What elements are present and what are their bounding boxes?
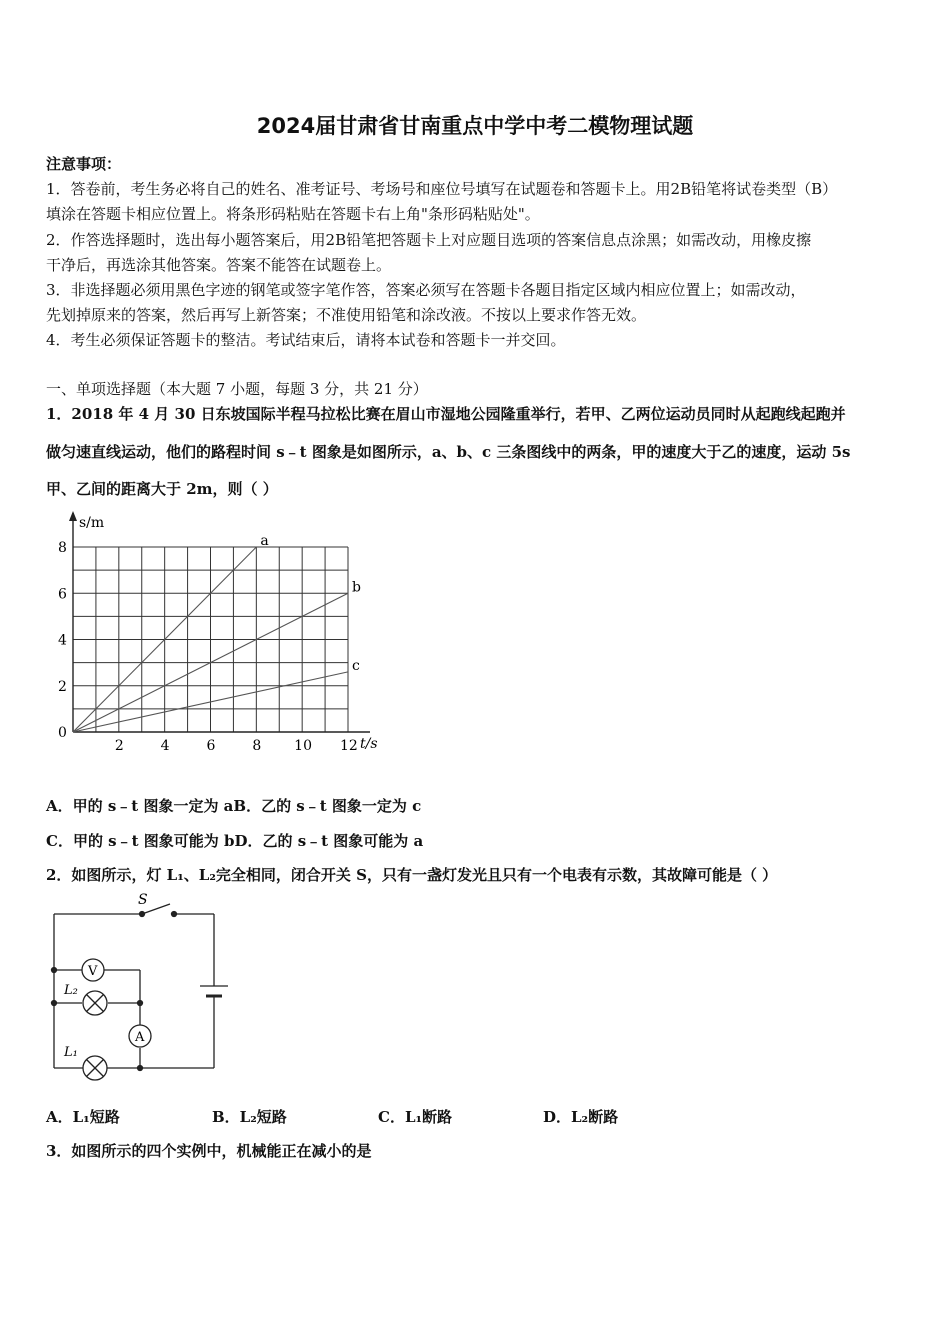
- y-axis-arrow: [69, 511, 77, 521]
- q2-option-d[interactable]: D．L₂断路: [543, 1108, 619, 1126]
- q2-stem: 2．如图所示，灯 L₁、L₂完全相同，闭合开关 S，只有一盏灯发光且只有一个电表有示数，其故障可能是（ ）: [46, 866, 778, 884]
- q1-stem-line: 甲、乙间的距离大于 2m，则（ ）: [46, 480, 278, 498]
- q1-option-line[interactable]: A．甲的 s﹣t 图象一定为 aB．乙的 s﹣t 图象一定为 c: [46, 797, 422, 815]
- switch-label: S: [138, 892, 148, 908]
- q2-option-a[interactable]: A．L₁短路: [46, 1108, 120, 1126]
- notice-line: 干净后，再选涂其他答案。答案不能答在试题卷上。: [46, 256, 392, 274]
- x-axis-label: t/s: [360, 736, 378, 752]
- voltmeter-label: V: [88, 964, 98, 979]
- q3-stem: 3．如图所示的四个实例中，机械能正在减小的是: [46, 1142, 372, 1160]
- x-tick-label: 6: [206, 738, 216, 754]
- notice-line: 2．作答选择题时，选出每小题答案后，用2B铅笔把答题卡上对应题目选项的答案信息点涂黑；如需改动，用橡皮擦: [46, 231, 812, 249]
- notice-line: 填涂在答题卡相应位置上。将条形码粘贴在答题卡右上角"条形码粘贴处"。: [46, 205, 540, 223]
- st-graph: [40, 505, 385, 760]
- x-tick-label: 2: [114, 738, 124, 754]
- q2-option-b[interactable]: B．L₂短路: [212, 1108, 287, 1126]
- x-tick-label: 10: [294, 738, 312, 754]
- x-tick-label: 8: [252, 738, 262, 754]
- switch-contact: [140, 912, 145, 917]
- q1-stem-line: 做匀速直线运动，他们的路程时间 s﹣t 图象是如图所示，a、b、c 三条图线中的两条，甲的速度大于乙的速度，运动 5s: [46, 443, 851, 461]
- junction-dot: [52, 968, 57, 973]
- page-title: 2024届甘肃省甘南重点中学中考二模物理试题: [256, 114, 694, 138]
- y-tick-label: 0: [58, 725, 67, 741]
- lamp-l1-label: L₁: [64, 1045, 78, 1060]
- notice-line: 4．考生必须保证答题卡的整洁。考试结束后，请将本试卷和答题卡一并交回。: [46, 331, 566, 349]
- notice-line: 1．答卷前，考生务必将自己的姓名、准考证号、考场号和座位号填写在试题卷和答题卡上。用2B铅笔将试卷类型（B）: [46, 180, 838, 198]
- y-axis-label: s/m: [79, 515, 105, 531]
- series-label-a: a: [260, 533, 269, 549]
- y-tick-label: 4: [58, 632, 67, 649]
- junction-dot: [138, 1001, 143, 1006]
- series-label-b: b: [352, 579, 361, 596]
- y-tick-label: 8: [58, 540, 67, 556]
- y-tick-label: 6: [58, 586, 67, 603]
- notice-line: 3．非选择题必须用黑色字迹的钢笔或签字笔作答，答案必须写在答题卡各题目指定区域内相应位置上；如需改动，: [46, 281, 806, 299]
- switch-contact: [172, 912, 177, 917]
- lamp-l2-label: L₂: [64, 983, 78, 998]
- notice-line: 先划掉原来的答案，然后再写上新答案；不准使用铅笔和涂改液。不按以上要求作答无效。: [46, 306, 647, 324]
- section-heading: 一、单项选择题（本大题 7 小题，每题 3 分，共 21 分）: [46, 380, 428, 398]
- y-tick-label: 2: [58, 678, 67, 695]
- notice-heading: 注意事项：: [46, 155, 122, 173]
- junction-dot: [52, 1001, 57, 1006]
- x-tick-label: 4: [160, 738, 170, 754]
- q1-option-line[interactable]: C．甲的 s﹣t 图象可能为 bD．乙的 s﹣t 图象可能为 a: [46, 832, 424, 850]
- circuit-diagram: [42, 890, 237, 1085]
- q2-option-c[interactable]: C．L₁断路: [378, 1108, 453, 1126]
- series-label-c: c: [352, 657, 360, 674]
- q1-stem-line: 1．2018 年 4 月 30 日东坡国际半程马拉松比赛在眉山市湿地公园隆重举行，若甲、乙两位运动员同时从起跑线起跑并: [46, 405, 846, 423]
- junction-dot: [138, 1066, 143, 1071]
- x-tick-label: 12: [340, 738, 358, 754]
- ammeter-label: A: [135, 1030, 145, 1045]
